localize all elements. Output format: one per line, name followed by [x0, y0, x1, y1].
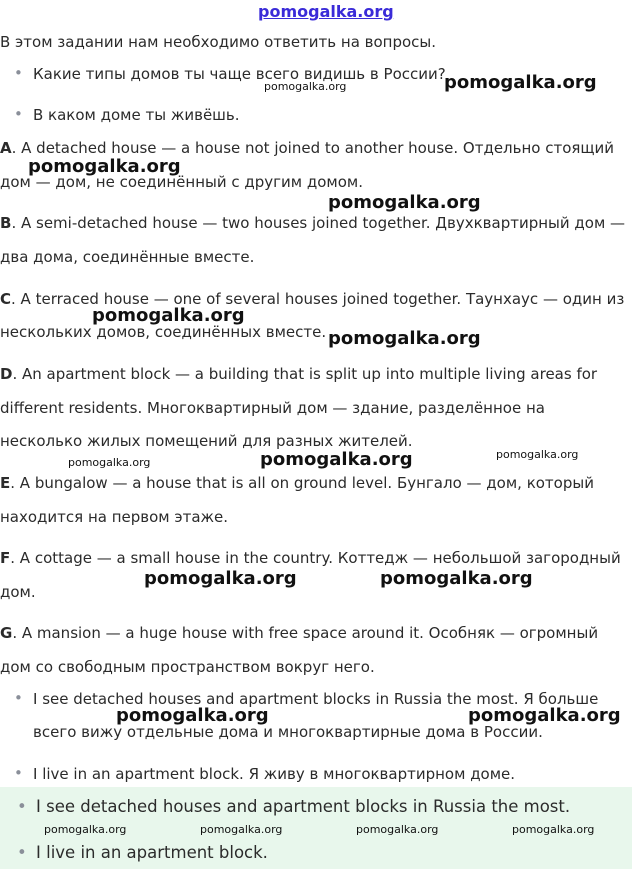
bullet-icon: •: [17, 843, 27, 862]
watermark: pomogalka.org: [264, 80, 347, 93]
answer-2: I live in an apartment block. Я живу в многоквартирном доме.: [33, 765, 516, 783]
definition-text: . An apartment block — a building that is split up into multiple living areas for: [12, 365, 598, 383]
definition-d-cont2: несколько жилых помещений для разных жителей.: [0, 432, 413, 450]
final-answer-2: I live in an apartment block.: [36, 843, 268, 862]
answer-1-cont: всего вижу отдельные дома и многоквартирные дома в России.: [33, 723, 543, 741]
watermark: pomogalka.org: [92, 305, 245, 326]
watermark: pomogalka.org: [44, 823, 127, 836]
watermark: pomogalka.org: [200, 823, 283, 836]
answer-1: I see detached houses and apartment blocks in Russia the most. Я больше: [33, 690, 599, 708]
watermark: pomogalka.org: [28, 156, 181, 177]
definition-f-cont: дом.: [0, 583, 36, 601]
definition-g-cont: дом со свободным пространством вокруг него.: [0, 658, 375, 676]
bullet-icon: •: [14, 689, 23, 707]
watermark: pomogalka.org: [356, 823, 439, 836]
definition-text: . A detached house — a house not joined to another house. Отдельно стоящий: [11, 139, 615, 157]
definition-a: [0, 138, 614, 158]
watermark: pomogalka.org: [116, 705, 269, 726]
definition-text: . A cottage — a small house in the country. Коттедж — небольшой загородный: [10, 549, 621, 567]
watermark: pomogalka.org: [328, 192, 481, 213]
definition-g: [0, 623, 598, 643]
definition-a-cont: дом — дом, не соединённый с другим домом.: [0, 173, 364, 191]
question-2: В каком доме ты живёшь.: [33, 106, 240, 124]
definition-d-cont: different residents. Многоквартирный дом — здание, разделённое на: [0, 399, 545, 417]
definition-letter: F: [0, 549, 11, 567]
bullet-icon: •: [14, 105, 23, 123]
definition-letter: B: [0, 214, 12, 232]
watermark: pomogalka.org: [444, 72, 597, 93]
question-1: Какие типы домов ты чаще всего видишь в России?: [33, 65, 446, 83]
watermark: pomogalka.org: [468, 705, 621, 726]
definition-b-cont: два дома, соединённые вместе.: [0, 248, 255, 266]
definition-letter: A: [0, 139, 12, 157]
watermark: pomogalka.org: [260, 449, 413, 470]
definition-c-cont: нескольких домов, соединённых вместе.: [0, 323, 327, 341]
bullet-icon: •: [14, 764, 23, 782]
definition-f: [0, 548, 621, 568]
watermark: pomogalka.org: [512, 823, 595, 836]
watermark: pomogalka.org: [328, 328, 481, 349]
definition-text: . A bungalow — a house that is all on ground level. Бунгало — дом, который: [10, 474, 594, 492]
definition-letter: E: [0, 474, 11, 492]
bullet-icon: •: [17, 797, 27, 816]
intro-text: В этом задании нам необходимо ответить на вопросы.: [0, 33, 437, 51]
definition-letter: G: [0, 624, 13, 642]
definition-e-cont: находится на первом этаже.: [0, 508, 229, 526]
watermark-top[interactable]: pomogalka.org: [258, 2, 394, 21]
definition-d: [0, 364, 597, 384]
watermark: pomogalka.org: [68, 456, 151, 469]
definition-text: . A semi-detached house — two houses joined together. Двухквартирный дом —: [11, 214, 626, 232]
definition-text: . A terraced house — one of several houses joined together. Таунхаус — один из: [11, 290, 625, 308]
watermark: pomogalka.org: [496, 448, 579, 461]
watermark: pomogalka.org: [144, 568, 297, 589]
definition-text: . A mansion — a huge house with free space around it. Особняк — огромный: [12, 624, 599, 642]
bullet-icon: •: [14, 64, 23, 82]
watermark: pomogalka.org: [380, 568, 533, 589]
definition-letter: C: [0, 290, 12, 308]
definition-letter: D: [0, 365, 13, 383]
final-answer-1: I see detached houses and apartment blocks in Russia the most.: [36, 797, 571, 816]
definition-e: [0, 473, 594, 493]
definition-b: [0, 213, 625, 233]
